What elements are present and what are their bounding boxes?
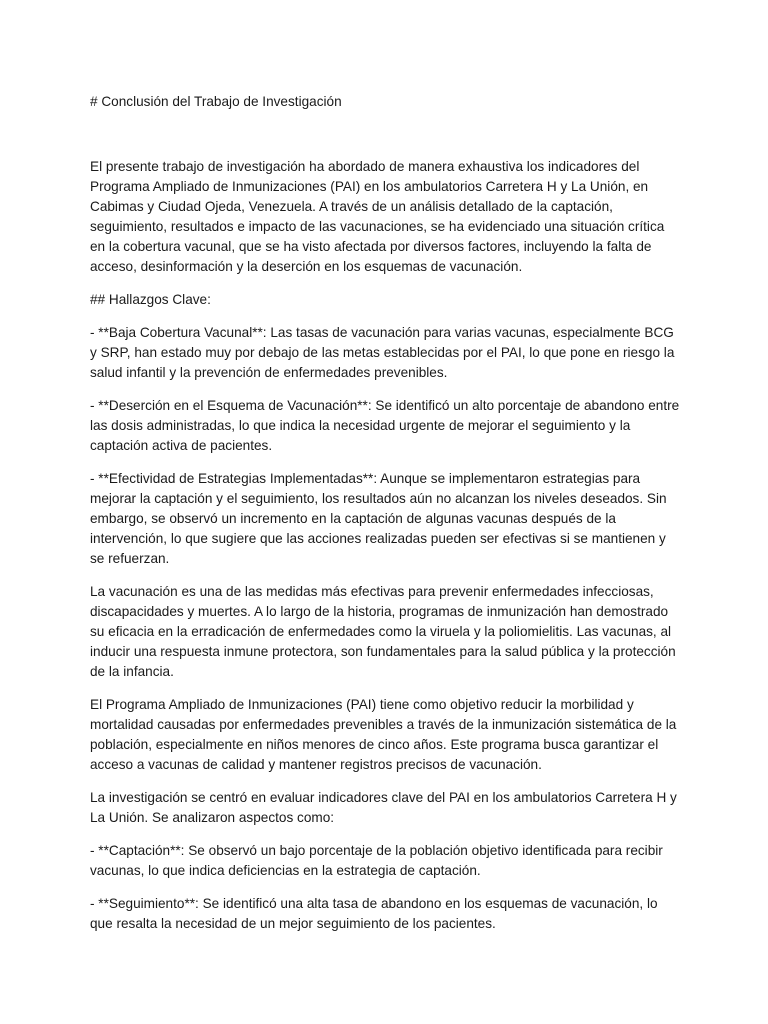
- intro-paragraph: El presente trabajo de investigación ha abordado de manera exhaustiva los indicadores del Programa Ampliado de Inmunizaciones (PAI) en los ambulatorios Carretera H y La Unión, en Cabimas y Ciudad Ojeda, Venezuela. A través de un análisis detallado de la captación, seguimiento, resultados e impacto de las vacunaciones, se ha evidenciado una situación crítica en la cobertura vacunal, que se ha visto afectada por diversos factores, incluyendo la falta de acceso, desinformación y la deserción en los esquemas de vacunación.: [90, 159, 665, 274]
- finding-item-desertion: - **Deserción en el Esquema de Vacunación**: Se identificó un alto porcentaje de abandono entre las dosis administradas, lo que indica la necesidad urgente de mejorar el seguimiento y la captación activa de pacientes.: [90, 398, 680, 453]
- document-title: # Conclusión del Trabajo de Investigación: [90, 94, 342, 109]
- findings-heading: ## Hallazgos Clave:: [90, 292, 211, 307]
- aspect-item-captacion: - **Captación**: Se observó un bajo porcentaje de la población objetivo identificada para recibir vacunas, lo que indica deficiencias en la estrategia de captación.: [90, 843, 663, 878]
- finding-item-low-coverage: - **Baja Cobertura Vacunal**: Las tasas de vacunación para varias vacunas, especialmente BCG y SRP, han estado muy por debajo de las metas establecidas por el PAI, lo que pone en riesgo la salud infantil y la prevención de enfermedades prevenibles.: [90, 325, 675, 380]
- research-paragraph: La investigación se centró en evaluar indicadores clave del PAI en los ambulatorios Carretera H y La Unión. Se analizaron aspectos como:: [90, 790, 677, 825]
- finding-item-strategy-effectiveness: - **Efectividad de Estrategias Implementadas**: Aunque se implementaron estrategias para mejorar la captación y el seguimiento, los resultados aún no alcanzan los niveles deseados. Sin embargo, se observó un incremento en la captación de algunas vacunas después de la intervención, lo que sugiere que las acciones realizadas pueden ser efectivas si se mantienen y se refuerzan.: [90, 471, 667, 566]
- aspect-item-seguimiento: - **Seguimiento**: Se identificó una alta tasa de abandono en los esquemas de vacunación, lo que resalta la necesidad de un mejor seguimiento de los pacientes.: [90, 896, 658, 931]
- vaccination-paragraph: La vacunación es una de las medidas más efectivas para prevenir enfermedades infecciosas, discapacidades y muertes. A lo largo de la historia, programas de inmunización han demostrado su eficacia en la erradicación de enfermedades como la viruela y la poliomielitis. Las vacunas, al inducir una respuesta inmune protectora, son fundamentales para la salud pública y la protección de la infancia.: [90, 584, 676, 679]
- pai-paragraph: El Programa Ampliado de Inmunizaciones (PAI) tiene como objetivo reducir la morbilidad y mortalidad causadas por enfermedades prevenibles a través de la inmunización sistemática de la población, especialmente en niños menores de cinco años. Este programa busca garantizar el acceso a vacunas de calidad y mantener registros precisos de vacunación.: [90, 697, 677, 772]
